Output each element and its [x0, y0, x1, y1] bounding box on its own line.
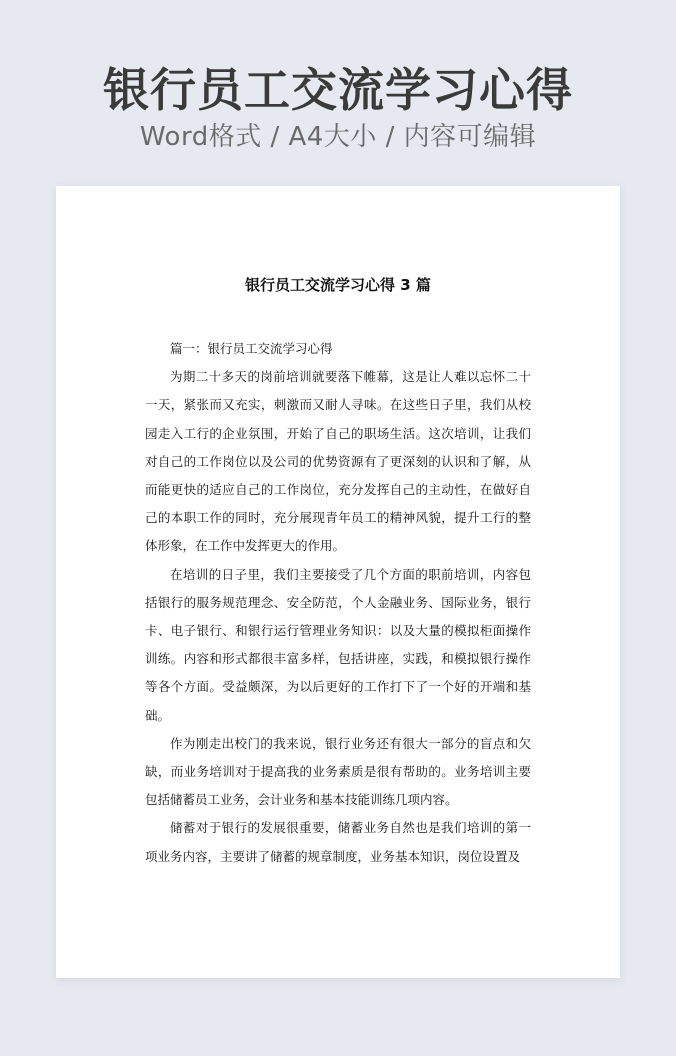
document-page: [56, 186, 620, 978]
document-paragraph-heading: 篇一：银行员工交流学习心得: [170, 341, 333, 356]
document-paragraph: 作为刚走出校门的我来说，银行业务还有很大一部分的盲点和欠缺，而业务培训对于提高我的业务素质是很有帮助的。业务培训主要包括储蓄员工业务，会计业务和基本技能训练几项内容。: [145, 735, 531, 808]
page-header: [0, 0, 676, 180]
document-paragraph: 在培训的日子里，我们主要接受了几个方面的职前培训，内容包括银行的服务规范理念、安全防范，个人金融业务、国际业务，银行卡、电子银行、和银行运行管理业务知识：以及大量的模拟柜面操作训练。内容和形式都很丰富多样，包括讲座，实践，和模拟银行操作等各个方面。受益颇深，为以后更好的工作打下了一个好的开端和基础。: [145, 566, 531, 723]
page-subtitle: Word格式 / A4大小 / 内容可编辑: [139, 122, 537, 152]
page-title: 银行员工交流学习心得: [103, 63, 573, 117]
document-body: [145, 335, 531, 871]
document-paragraph: 为期二十多天的岗前培训就要落下帷幕，这是让人难以忘怀二十一天，紧张而又充实，刺激而又耐人寻味。在这些日子里，我们从校园走入工行的企业氛围，开始了自己的职场生活。这次培训，让我们对自己的工作岗位以及公司的优势资源有了更深刻的认识和了解，从而能更快的适应自己的工作岗位，充分发挥自己的主动性，在做好自己的本职工作的同时，充分展现青年员工的精神风貌，提升工行的整体形象，在工作中发挥更大的作用。: [145, 369, 531, 554]
document-title: 银行员工交流学习心得 3 篇: [245, 276, 431, 294]
document-paragraph: 储蓄对于银行的发展很重要，储蓄业务自然也是我们培训的第一项业务内容，主要讲了储蓄的规章制度，业务基本知识，岗位设置及: [145, 820, 531, 864]
